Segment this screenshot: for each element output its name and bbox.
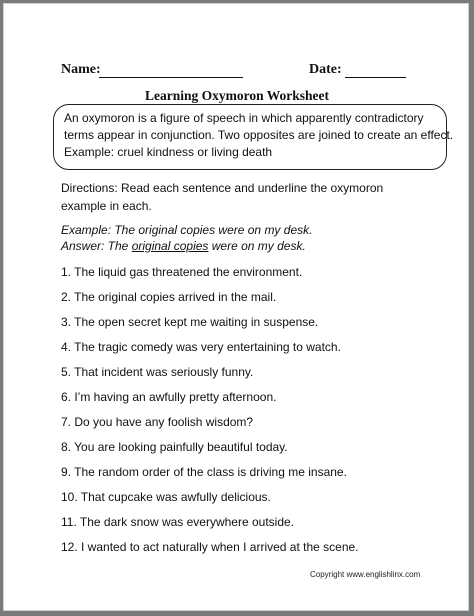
question-item: 2. The original copies arrived in the mail. [61,290,277,304]
copyright-text: Copyright www.englishlinx.com [310,570,421,579]
question-item: 4. The tragic comedy was very entertaining to watch. [61,340,341,354]
question-item: 7. Do you have any foolish wisdom? [61,415,254,429]
question-item: 12. I wanted to act naturally when I arrived at the scene. [61,540,359,554]
name-date-row [61,62,421,82]
definition-line-1: An oxymoron is a figure of speech in which apparently contradictory [64,111,424,125]
date-blank-line [345,77,406,78]
question-item: 10. That cupcake was awfully delicious. [61,490,271,504]
directions-text: Directions: Read each sentence and underline the oxymoron example in each. [61,181,384,213]
date-label: Date: [309,62,342,77]
definition-line-3: Example: cruel kindness or living death [64,145,273,159]
example-block [61,222,431,254]
question-item: 5. That incident was seriously funny. [61,365,254,379]
example-line: Example: The original copies were on my desk. [61,223,313,237]
answer-prefix: Answer: The [61,239,132,253]
definition-box [53,104,454,170]
worksheet-page [3,3,469,611]
answer-underlined: original copies [131,239,209,253]
question-item: 8. You are looking painfully beautiful today. [61,440,288,454]
question-item: 9. The random order of the class is driving me insane. [61,465,347,479]
name-blank-line [99,77,243,78]
question-item: 6. I’m having an awfully pretty afternoon. [61,390,277,404]
name-label: Name: [61,62,101,77]
question-item: 3. The open secret kept me waiting in suspense. [61,315,319,329]
definition-line-2: terms appear in conjunction. Two opposites are joined to create an effect. [64,128,454,142]
answer-suffix: were on my desk. [208,239,306,253]
question-item: 11. The dark snow was everywhere outside. [61,515,295,529]
question-item: 1. The liquid gas threatened the environment. [61,265,303,279]
answer-line [61,238,431,254]
worksheet-title: Learning Oxymoron Worksheet [144,88,329,103]
